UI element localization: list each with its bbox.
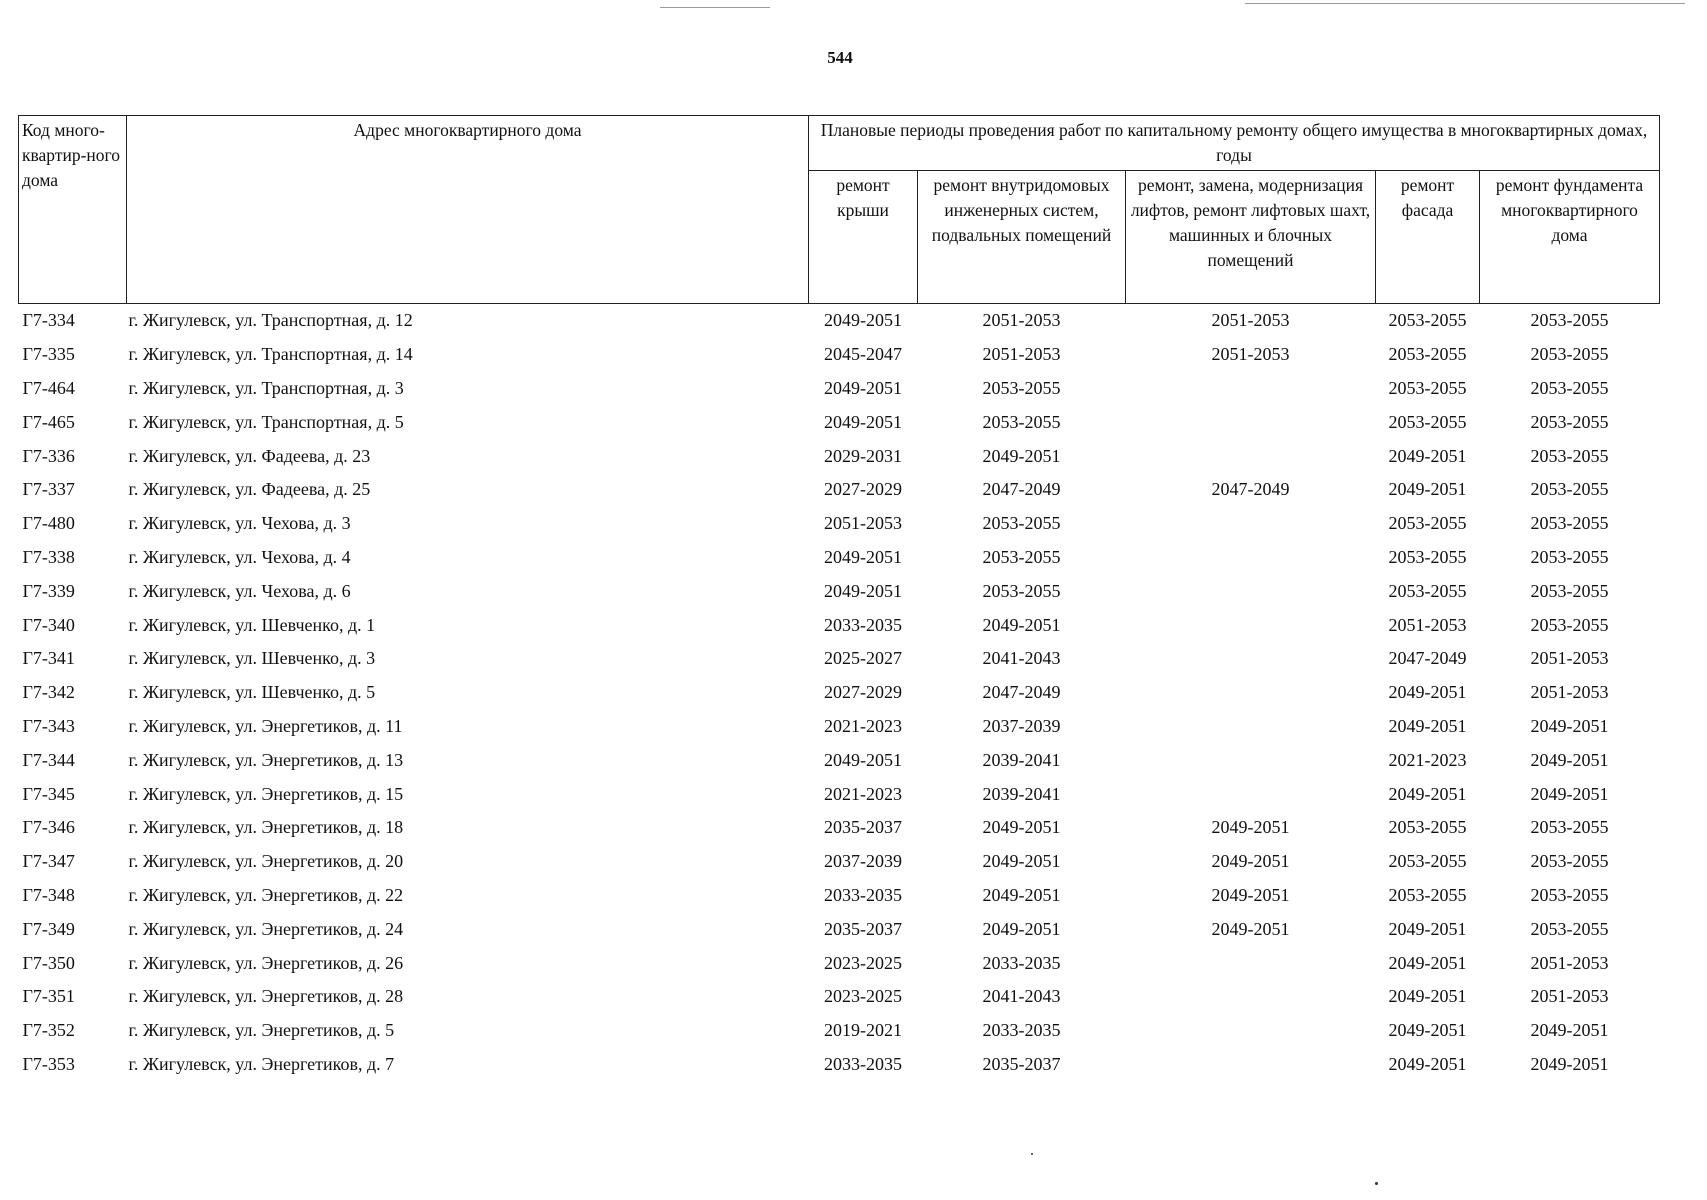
header-address: Адрес многоквартирного дома xyxy=(127,116,809,304)
row-roof: 2045-2047 xyxy=(824,344,902,365)
header-facade: ремонт фасада xyxy=(1376,171,1480,304)
row-elevators xyxy=(1126,710,1376,744)
row-engineering: 2053-2055 xyxy=(982,411,1061,432)
row-code: Г7-349 xyxy=(22,918,75,939)
row-engineering: 2051-2053 xyxy=(982,344,1061,365)
row-foundation: 2049-2051 xyxy=(1530,749,1609,770)
row-address: г. Жигулевск, ул. Чехова, д. 4 xyxy=(128,546,351,567)
row-address: г. Жигулевск, ул. Энергетиков, д. 26 xyxy=(128,952,404,973)
row-code: Г7-353 xyxy=(22,1053,75,1074)
row-address: г. Жигулевск, ул. Энергетиков, д. 22 xyxy=(128,884,404,905)
table-row xyxy=(19,574,1660,608)
row-roof: 2049-2051 xyxy=(824,546,902,567)
row-facade: 2049-2051 xyxy=(1388,1053,1467,1074)
row-elevators xyxy=(1126,372,1376,406)
row-roof: 2027-2029 xyxy=(824,479,902,500)
row-engineering: 2041-2043 xyxy=(982,648,1061,669)
row-elevators xyxy=(1126,574,1376,608)
row-engineering: 2037-2039 xyxy=(982,715,1061,736)
row-address: г. Жигулевск, ул. Шевченко, д. 5 xyxy=(128,682,376,703)
row-engineering: 2049-2051 xyxy=(982,851,1061,872)
table-row xyxy=(19,439,1660,473)
row-facade: 2053-2055 xyxy=(1388,513,1467,534)
row-roof: 2035-2037 xyxy=(824,918,902,939)
row-address: г. Жигулевск, ул. Транспортная, д. 12 xyxy=(128,310,413,331)
row-code: Г7-334 xyxy=(22,310,75,331)
row-code: Г7-348 xyxy=(22,884,75,905)
repair-schedule-table xyxy=(18,115,1660,1081)
table-body xyxy=(19,304,1660,1082)
row-elevators xyxy=(1126,439,1376,473)
row-elevators xyxy=(1126,676,1376,710)
row-foundation: 2053-2055 xyxy=(1530,817,1609,838)
row-address: г. Жигулевск, ул. Шевченко, д. 3 xyxy=(128,648,376,669)
row-foundation: 2049-2051 xyxy=(1530,783,1609,804)
row-code: Г7-343 xyxy=(22,715,75,736)
table-row xyxy=(19,946,1660,980)
table-row xyxy=(19,980,1660,1014)
row-address: г. Жигулевск, ул. Энергетиков, д. 7 xyxy=(128,1053,395,1074)
row-foundation: 2053-2055 xyxy=(1530,546,1609,567)
row-elevators xyxy=(1126,405,1376,439)
row-facade: 2049-2051 xyxy=(1388,445,1467,466)
row-facade: 2049-2051 xyxy=(1388,682,1467,703)
row-foundation: 2053-2055 xyxy=(1530,377,1609,398)
row-code: Г7-352 xyxy=(22,1020,75,1041)
row-engineering: 2049-2051 xyxy=(982,614,1061,635)
row-foundation: 2053-2055 xyxy=(1530,918,1609,939)
scan-artifact-line xyxy=(660,7,770,8)
row-facade: 2053-2055 xyxy=(1388,310,1467,331)
row-engineering: 2035-2037 xyxy=(982,1053,1061,1074)
row-engineering: 2053-2055 xyxy=(982,513,1061,534)
row-foundation: 2049-2051 xyxy=(1530,1020,1609,1041)
row-facade: 2049-2051 xyxy=(1388,918,1467,939)
row-foundation: 2051-2053 xyxy=(1530,648,1609,669)
row-engineering: 2039-2041 xyxy=(982,749,1061,770)
scan-speck xyxy=(1031,1153,1033,1155)
table-row xyxy=(19,507,1660,541)
row-elevators: 2051-2053 xyxy=(1211,344,1290,365)
row-engineering: 2033-2035 xyxy=(982,1020,1061,1041)
row-elevators: 2049-2051 xyxy=(1211,817,1290,838)
row-foundation: 2053-2055 xyxy=(1530,513,1609,534)
row-code: Г7-336 xyxy=(22,445,75,466)
row-elevators xyxy=(1126,1014,1376,1048)
row-facade: 2053-2055 xyxy=(1388,580,1467,601)
row-engineering: 2053-2055 xyxy=(982,580,1061,601)
row-roof: 2049-2051 xyxy=(824,411,902,432)
row-address: г. Жигулевск, ул. Чехова, д. 6 xyxy=(128,580,351,601)
row-address: г. Жигулевск, ул. Энергетиков, д. 13 xyxy=(128,749,404,770)
row-roof: 2023-2025 xyxy=(824,986,902,1007)
row-elevators xyxy=(1126,946,1376,980)
row-facade: 2053-2055 xyxy=(1388,851,1467,872)
row-address: г. Жигулевск, ул. Энергетиков, д. 24 xyxy=(128,918,404,939)
row-address: г. Жигулевск, ул. Чехова, д. 3 xyxy=(128,513,351,534)
row-address: г. Жигулевск, ул. Энергетиков, д. 15 xyxy=(128,783,404,804)
row-foundation: 2051-2053 xyxy=(1530,986,1609,1007)
row-address: г. Жигулевск, ул. Транспортная, д. 3 xyxy=(128,377,404,398)
table-row xyxy=(19,541,1660,575)
table-row xyxy=(19,304,1660,338)
row-facade: 2053-2055 xyxy=(1388,411,1467,432)
row-engineering: 2039-2041 xyxy=(982,783,1061,804)
row-code: Г7-341 xyxy=(22,648,75,669)
row-facade: 2053-2055 xyxy=(1388,344,1467,365)
row-elevators xyxy=(1126,777,1376,811)
row-facade: 2053-2055 xyxy=(1388,377,1467,398)
row-elevators xyxy=(1126,1048,1376,1082)
header-foundation: ремонт фундамента многоквартирного дома xyxy=(1480,171,1660,304)
row-address: г. Жигулевск, ул. Энергетиков, д. 5 xyxy=(128,1020,395,1041)
row-roof: 2035-2037 xyxy=(824,817,902,838)
row-roof: 2049-2051 xyxy=(824,377,902,398)
table-row xyxy=(19,676,1660,710)
row-foundation: 2053-2055 xyxy=(1530,344,1609,365)
row-elevators xyxy=(1126,743,1376,777)
row-roof: 2019-2021 xyxy=(824,1020,902,1041)
row-elevators: 2049-2051 xyxy=(1211,884,1290,905)
table-row xyxy=(19,777,1660,811)
row-elevators: 2049-2051 xyxy=(1211,918,1290,939)
row-code: Г7-340 xyxy=(22,614,75,635)
header-engineering: ремонт внутридомовых инженерных систем, подвальных помещений xyxy=(918,171,1126,304)
row-roof: 2033-2035 xyxy=(824,884,902,905)
table-row xyxy=(19,608,1660,642)
row-address: г. Жигулевск, ул. Энергетиков, д. 11 xyxy=(128,715,403,736)
row-address: г. Жигулевск, ул. Транспортная, д. 14 xyxy=(128,344,413,365)
row-roof: 2049-2051 xyxy=(824,749,902,770)
row-facade: 2047-2049 xyxy=(1388,648,1467,669)
row-facade: 2049-2051 xyxy=(1388,479,1467,500)
row-code: Г7-338 xyxy=(22,546,75,567)
row-roof: 2033-2035 xyxy=(824,1053,902,1074)
row-engineering: 2051-2053 xyxy=(982,310,1061,331)
table-row xyxy=(19,642,1660,676)
table-row xyxy=(19,743,1660,777)
row-facade: 2049-2051 xyxy=(1388,952,1467,973)
row-foundation: 2053-2055 xyxy=(1530,884,1609,905)
header-planned-periods: Плановые периоды проведения работ по капитальному ремонту общего имущества в многоквартирных домах, годы xyxy=(809,116,1660,171)
row-address: г. Жигулевск, ул. Энергетиков, д. 28 xyxy=(128,986,404,1007)
page-number: 544 xyxy=(827,48,853,67)
row-foundation: 2053-2055 xyxy=(1530,445,1609,466)
row-elevators: 2051-2053 xyxy=(1211,310,1290,331)
row-roof: 2051-2053 xyxy=(824,513,902,534)
table-row xyxy=(19,710,1660,744)
row-elevators xyxy=(1126,608,1376,642)
row-engineering: 2047-2049 xyxy=(982,682,1061,703)
table-row xyxy=(19,338,1660,372)
row-elevators xyxy=(1126,507,1376,541)
row-foundation: 2053-2055 xyxy=(1530,614,1609,635)
row-code: Г7-350 xyxy=(22,952,75,973)
row-facade: 2049-2051 xyxy=(1388,715,1467,736)
row-address: г. Жигулевск, ул. Энергетиков, д. 20 xyxy=(128,851,404,872)
table-header xyxy=(19,116,1660,304)
row-facade: 2049-2051 xyxy=(1388,1020,1467,1041)
row-elevators xyxy=(1126,541,1376,575)
table-row xyxy=(19,811,1660,845)
row-facade: 2021-2023 xyxy=(1388,749,1467,770)
row-engineering: 2053-2055 xyxy=(982,377,1061,398)
header-roof: ремонт крыши xyxy=(809,171,918,304)
row-engineering: 2049-2051 xyxy=(982,445,1061,466)
table-row xyxy=(19,405,1660,439)
row-roof: 2049-2051 xyxy=(824,580,902,601)
row-elevators: 2047-2049 xyxy=(1211,479,1290,500)
row-address: г. Жигулевск, ул. Энергетиков, д. 18 xyxy=(128,817,404,838)
row-engineering: 2049-2051 xyxy=(982,918,1061,939)
row-code: Г7-347 xyxy=(22,851,75,872)
header-elevators: ремонт, замена, модернизация лифтов, ремонт лифтовых шахт, машинных и блочных помещений xyxy=(1126,171,1376,304)
row-facade: 2049-2051 xyxy=(1388,783,1467,804)
row-elevators xyxy=(1126,980,1376,1014)
row-roof: 2027-2029 xyxy=(824,682,902,703)
row-foundation: 2051-2053 xyxy=(1530,682,1609,703)
row-facade: 2053-2055 xyxy=(1388,817,1467,838)
row-roof: 2025-2027 xyxy=(824,648,902,669)
scan-artifact-line xyxy=(1245,3,1685,4)
row-code: Г7-337 xyxy=(22,479,75,500)
row-roof: 2021-2023 xyxy=(824,715,902,736)
table-row xyxy=(19,1048,1660,1082)
row-code: Г7-345 xyxy=(22,783,75,804)
row-elevators: 2049-2051 xyxy=(1211,851,1290,872)
row-code: Г7-339 xyxy=(22,580,75,601)
row-code: Г7-351 xyxy=(22,986,75,1007)
row-foundation: 2053-2055 xyxy=(1530,851,1609,872)
row-engineering: 2033-2035 xyxy=(982,952,1061,973)
row-roof: 2033-2035 xyxy=(824,614,902,635)
row-foundation: 2049-2051 xyxy=(1530,1053,1609,1074)
row-roof: 2021-2023 xyxy=(824,783,902,804)
table-row xyxy=(19,473,1660,507)
row-code: Г7-480 xyxy=(22,513,75,534)
row-facade: 2053-2055 xyxy=(1388,546,1467,567)
row-address: г. Жигулевск, ул. Фадеева, д. 23 xyxy=(128,445,371,466)
table-row xyxy=(19,372,1660,406)
row-code: Г7-335 xyxy=(22,344,75,365)
row-foundation: 2053-2055 xyxy=(1530,310,1609,331)
row-code: Г7-465 xyxy=(22,411,75,432)
repair-schedule-sheet xyxy=(18,115,1660,1081)
row-roof: 2049-2051 xyxy=(824,310,902,331)
row-code: Г7-344 xyxy=(22,749,75,770)
row-roof: 2023-2025 xyxy=(824,952,902,973)
row-engineering: 2047-2049 xyxy=(982,479,1061,500)
row-facade: 2049-2051 xyxy=(1388,986,1467,1007)
row-foundation: 2053-2055 xyxy=(1530,411,1609,432)
row-engineering: 2049-2051 xyxy=(982,884,1061,905)
row-foundation: 2053-2055 xyxy=(1530,479,1609,500)
row-engineering: 2049-2051 xyxy=(982,817,1061,838)
row-address: г. Жигулевск, ул. Транспортная, д. 5 xyxy=(128,411,404,432)
row-address: г. Жигулевск, ул. Шевченко, д. 1 xyxy=(128,614,376,635)
row-address: г. Жигулевск, ул. Фадеева, д. 25 xyxy=(128,479,371,500)
row-engineering: 2053-2055 xyxy=(982,546,1061,567)
row-code: Г7-342 xyxy=(22,682,75,703)
scan-speck xyxy=(1375,1182,1378,1185)
row-foundation: 2051-2053 xyxy=(1530,952,1609,973)
row-code: Г7-464 xyxy=(22,377,75,398)
row-roof: 2029-2031 xyxy=(824,445,902,466)
table-row xyxy=(19,845,1660,879)
row-elevators xyxy=(1126,642,1376,676)
row-engineering: 2041-2043 xyxy=(982,986,1061,1007)
row-foundation: 2053-2055 xyxy=(1530,580,1609,601)
table-row xyxy=(19,1014,1660,1048)
table-row xyxy=(19,912,1660,946)
row-facade: 2053-2055 xyxy=(1388,884,1467,905)
row-foundation: 2049-2051 xyxy=(1530,715,1609,736)
row-code: Г7-346 xyxy=(22,817,75,838)
header-code: Код много-квартир-ного дома xyxy=(19,116,127,304)
row-facade: 2051-2053 xyxy=(1388,614,1467,635)
table-row xyxy=(19,879,1660,913)
row-roof: 2037-2039 xyxy=(824,851,902,872)
